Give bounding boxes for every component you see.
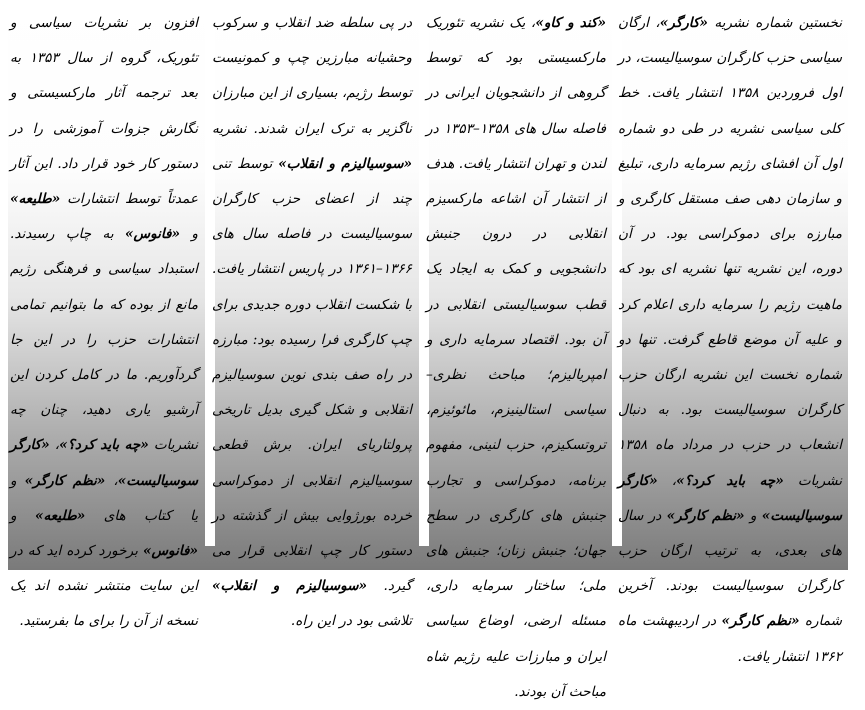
paragraph: افزون بر نشریات سیاسی و تئوریک، گروه از سال ۱۳۵۳ به بعد ترجمه آثار مارکسیستی و نگارش جزوات آموزشی را در دستور کار خود قرار داد. این آثار عمدتاً توسط انتشارات «طلیعه» و «فانوس» به چاپ رسیدند. استبداد سیاسی و فرهنگی رژیم مانع از بوده که ما بتوانیم تمامی انتشارات حزب را در این جا گردآوریم. ما در کامل کردن این آرشیو یاری دهید، چنان چه نشریات «چه باید کرد؟»، «کارگر سوسیالیست»، «نظم کارگر» و یا کتاب های «طلیعه» و «فانوس» برخورد کرده اید که در این سایت منتشر نشده اند یک نسخه از آن را برای ما بفرستید. bbox=[10, 15, 199, 630]
text-column-3 bbox=[212, 6, 412, 630]
text-column-2 bbox=[426, 6, 606, 700]
paragraph: نخستین شماره نشریه «کارگر»، ارگان سیاسی حزب کارگران سوسیالیست، در اول فروردین ۱۳۵۸ انتشار یافت. خط کلی سیاسی نشریه در طی دو شماره اول آن افشای رژیم سرمایه داری، تبلیغ و سازمان دهی صف مستقل کارگری و مبارزه برای دموکراسی بود. در آن دوره، این نشریه تنها نشریه ای بود که ماهیت رژیم را سرمایه داری اعلام کرد و علیه آن موضع قاطع گرفت. تنها دو شماره نخست این نشریه ارگان حزب کارگران سوسیالیست بود. به دنبال انشعاب در حزب در مرداد ماه ۱۳۵۸ نشریات «چه باید کرد؟»، «کارگر سوسیالیست» و «نظم کارگر» در سال های بعدی، به ترتیب ارگان حزب کارگران سوسیالیست بودند. آخرین شماره «نظم کارگر» در اردیبهشت ماه ۱۳۶۲ انتشار یافت. bbox=[618, 15, 842, 665]
text-column-1 bbox=[618, 6, 842, 665]
text-column-4 bbox=[10, 6, 199, 630]
paragraph: در پی سلطه ضد انقلاب و سرکوب وحشیانه مبارزین چپ و کمونیست توسط رژیم، بسیاری از این مبارزان ناگزیر به ترک ایران شدند. نشریه «سوسیالیزم و انقلاب» توسط تنی چند از اعضای حزب کارگران سوسیالیست در فاصله سال های ۱۳۶۶–۱۳۶۱ در پاریس انتشار یافت. با شکست انقلاب دوره جدیدی برای چپ کارگری فرا رسیده بود: مبارزه در راه صف بندی نوین سوسیالیزم انقلابی و شکل گیری بدیل تاریخی پرولتاریای ایران. برش قطعی سوسیالیزم انقلابی از دموکراسی خرده بورژوایی بیش از گذشته در دستور کار چپ انقلابی قرار می گیرد. «سوسیالیزم و انقلاب» تلاشی بود در این راه. bbox=[212, 15, 412, 630]
paragraph: «کند و کاو»، یک نشریه تئوریک مارکسیستی بود که توسط گروهی از دانشجویان ایرانی در فاصله سال های ۱۳۵۸–۱۳۵۳ در لندن و تهران انتشار یافت. هدف از انتشار آن اشاعه مارکسیزم انقلابی در درون جنبش دانشجویی و کمک به ایجاد یک قطب سوسیالیستی انقلابی در آن بود. اقتصاد سرمایه داری و امپریالیزم؛ مباحث نظری–سیاسی استالینیزم، مائوئیزم، تروتسکیزم، حزب لنینی، مفهوم برنامه، دموکراسی و تجارب جنبش های کارگری در سطح جهان؛ جنبش زنان؛ جنبش های ملی؛ ساختار سرمایه داری، مسئله ارضی، اوضاع سیاسی ایران و مبارزات علیه رژیم شاه مباحث آن بودند. bbox=[426, 15, 606, 700]
page-panel bbox=[8, 0, 848, 700]
